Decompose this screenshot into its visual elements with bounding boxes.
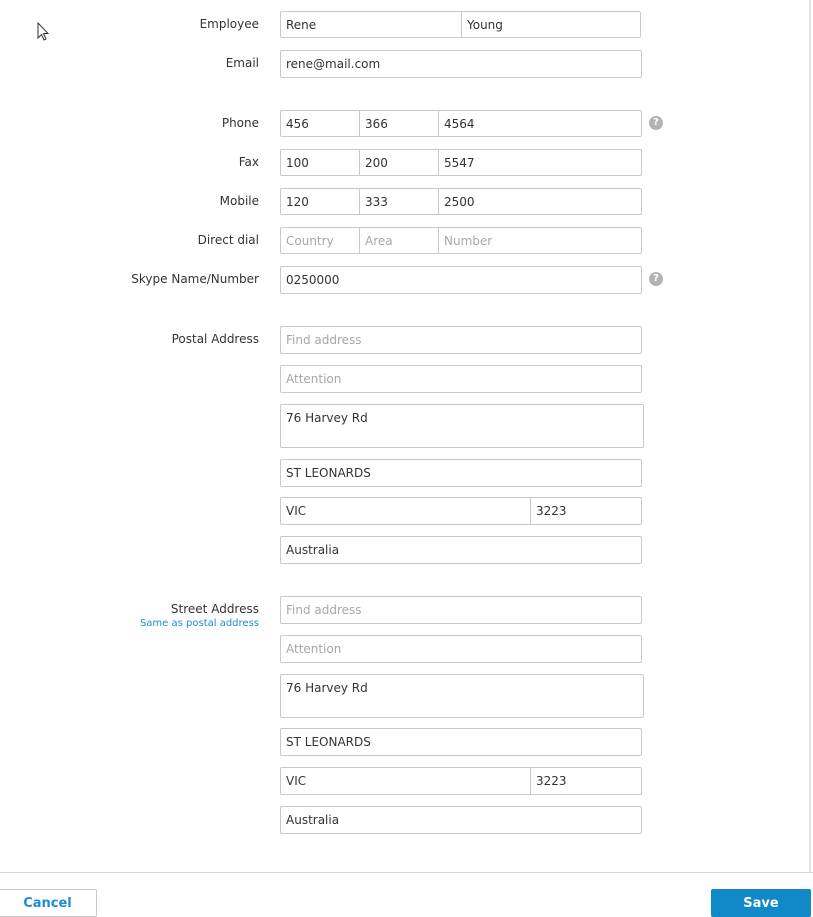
street-address-label: Street Address bbox=[170, 602, 259, 616]
direct-dial-number-input[interactable] bbox=[439, 228, 641, 253]
footer-divider bbox=[0, 872, 813, 873]
phone-group bbox=[280, 110, 642, 137]
skype-help-icon[interactable]: ? bbox=[649, 272, 663, 286]
fax-label: Fax bbox=[238, 155, 259, 169]
postal-find-address-input[interactable] bbox=[280, 326, 642, 354]
employee-name-group bbox=[280, 11, 641, 38]
mobile-group bbox=[280, 188, 642, 215]
street-find-address-input[interactable] bbox=[280, 596, 642, 624]
street-region-postcode-group bbox=[280, 767, 642, 795]
direct-dial-country-input[interactable] bbox=[281, 228, 360, 253]
skype-label: Skype Name/Number bbox=[131, 272, 259, 286]
email-label: Email bbox=[225, 56, 259, 70]
same-as-postal-link[interactable]: Same as postal address bbox=[139, 618, 259, 629]
cancel-button[interactable]: Cancel bbox=[0, 889, 97, 917]
street-country-input[interactable] bbox=[280, 806, 642, 834]
postal-city-input[interactable] bbox=[280, 459, 642, 487]
street-region-input[interactable] bbox=[281, 768, 531, 794]
phone-area-input[interactable] bbox=[360, 111, 439, 136]
postal-region-input[interactable] bbox=[281, 498, 531, 524]
mobile-area-input[interactable] bbox=[360, 189, 439, 214]
mobile-label: Mobile bbox=[219, 194, 259, 208]
fax-area-input[interactable] bbox=[360, 150, 439, 175]
direct-dial-area-input[interactable] bbox=[360, 228, 439, 253]
phone-country-input[interactable] bbox=[281, 111, 360, 136]
street-street-textarea[interactable] bbox=[280, 674, 644, 718]
postal-region-postcode-group bbox=[280, 497, 642, 525]
email-input[interactable] bbox=[280, 50, 642, 78]
fax-number-input[interactable] bbox=[439, 150, 641, 175]
phone-number-input[interactable] bbox=[439, 111, 641, 136]
mobile-country-input[interactable] bbox=[281, 189, 360, 214]
postal-attention-input[interactable] bbox=[280, 365, 642, 393]
employee-label: Employee bbox=[199, 17, 259, 31]
street-attention-input[interactable] bbox=[280, 635, 642, 663]
first-name-input[interactable] bbox=[281, 12, 462, 37]
save-button[interactable]: Save bbox=[711, 889, 811, 917]
skype-input[interactable] bbox=[280, 266, 642, 294]
postal-street-textarea[interactable] bbox=[280, 404, 644, 448]
phone-help-icon[interactable]: ? bbox=[649, 116, 663, 130]
last-name-input[interactable] bbox=[462, 12, 640, 37]
postal-postcode-input[interactable] bbox=[531, 498, 641, 524]
postal-country-input[interactable] bbox=[280, 536, 642, 564]
direct-dial-group bbox=[280, 227, 642, 254]
postal-address-label: Postal Address bbox=[171, 332, 259, 346]
panel-right-edge bbox=[809, 0, 811, 872]
mouse-pointer-icon bbox=[37, 22, 51, 42]
mobile-number-input[interactable] bbox=[439, 189, 641, 214]
fax-group bbox=[280, 149, 642, 176]
fax-country-input[interactable] bbox=[281, 150, 360, 175]
phone-label: Phone bbox=[221, 116, 259, 130]
direct-dial-label: Direct dial bbox=[197, 233, 259, 247]
street-city-input[interactable] bbox=[280, 728, 642, 756]
street-postcode-input[interactable] bbox=[531, 768, 641, 794]
